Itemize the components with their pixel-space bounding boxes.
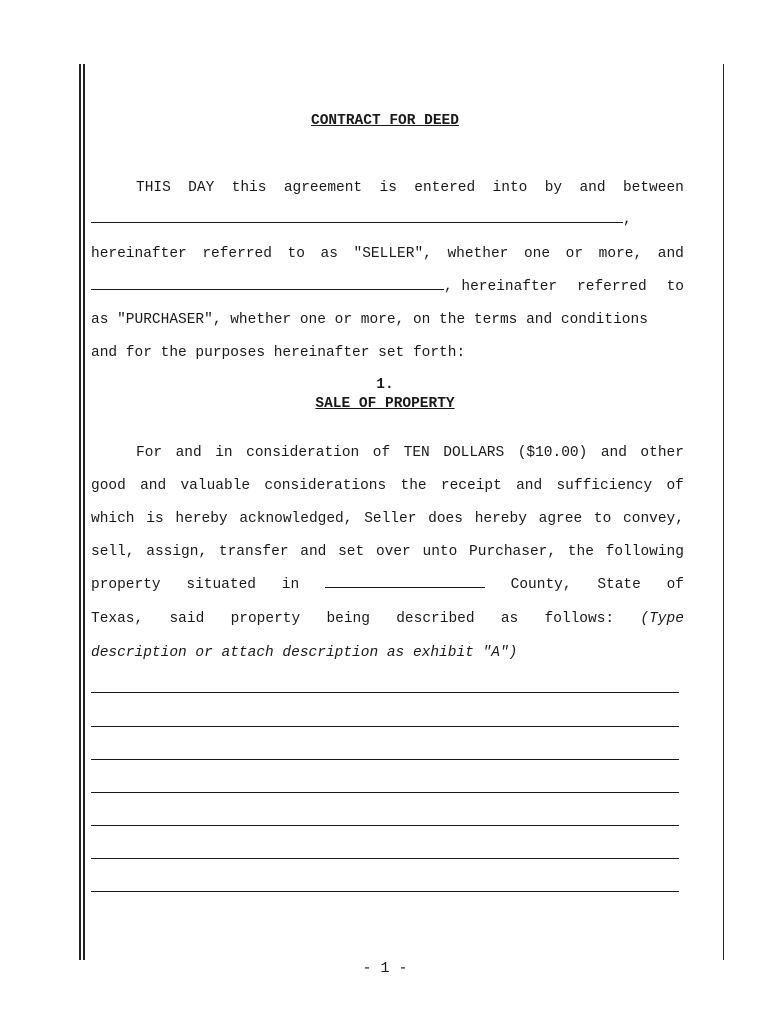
section1-line2: good and valuable considerations the receipt and sufficiency of	[91, 478, 684, 494]
section-heading: SALE OF PROPERTY	[315, 396, 455, 412]
description-line-2[interactable]	[91, 726, 679, 727]
seller-name-blank[interactable]	[91, 222, 623, 223]
description-line-3[interactable]	[91, 759, 679, 760]
description-line-6[interactable]	[91, 858, 679, 859]
description-line-7[interactable]	[91, 891, 679, 892]
right-margin-rule	[723, 64, 724, 960]
section1-line5: property situated in County, State of	[91, 577, 684, 593]
para1-line6: and for the purposes hereinafter set forth:	[91, 345, 466, 361]
left-margin-rule-outer	[79, 64, 81, 960]
description-line-5[interactable]	[91, 825, 679, 826]
section-number: 1.	[376, 377, 394, 393]
section1-line7: description or attach description as exhibit "A")	[91, 645, 518, 661]
para1-line1: THIS DAY this agreement is entered into by and between	[136, 180, 684, 196]
para1-line3: hereinafter referred to as "SELLER", whether one or more, and	[91, 246, 684, 262]
section1-line4: sell, assign, transfer and set over unto Purchaser, the following	[91, 544, 684, 560]
page-number: - 1 -	[362, 960, 408, 977]
seller-name-line: ,	[91, 212, 684, 228]
document-title: CONTRACT FOR DEED	[311, 113, 459, 129]
left-margin-rule-inner	[83, 64, 85, 960]
section1-line6: Texas, said property being described as follows: (Type	[91, 611, 684, 627]
section1-line1: For and in consideration of TEN DOLLARS ($10.00) and other	[136, 445, 684, 461]
county-blank[interactable]	[325, 587, 485, 588]
description-line-1[interactable]	[91, 692, 679, 693]
purchaser-name-line: , hereinafter referred to	[91, 279, 684, 295]
description-line-4[interactable]	[91, 792, 679, 793]
section1-line3: which is hereby acknowledged, Seller does hereby agree to convey,	[91, 511, 684, 527]
purchaser-name-blank[interactable]	[91, 289, 444, 290]
para1-line5: as "PURCHASER", whether one or more, on the terms and conditions	[91, 312, 648, 328]
